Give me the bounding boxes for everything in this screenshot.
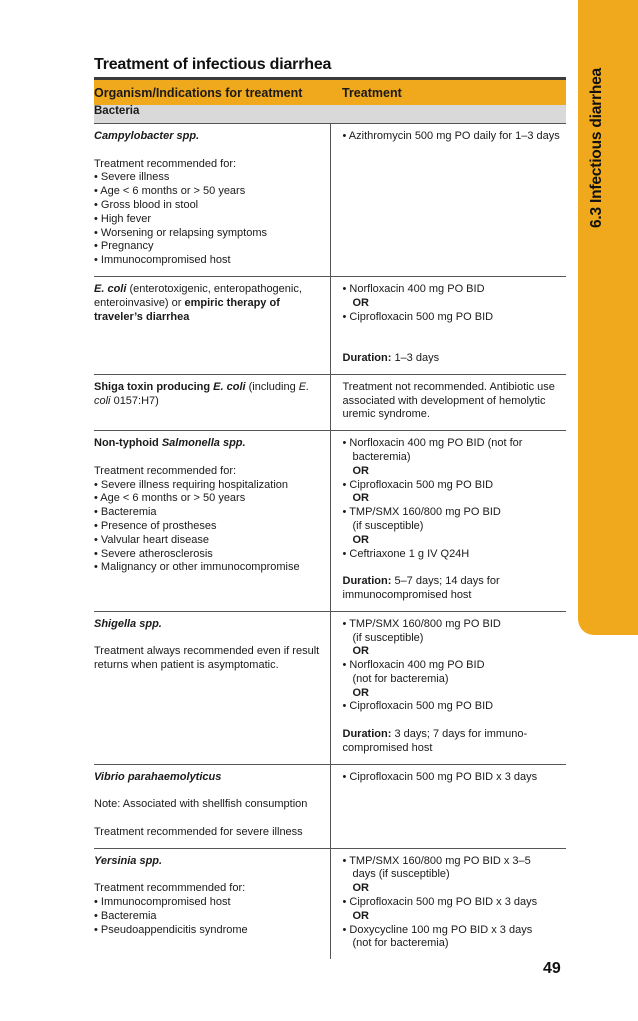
table-row <box>94 848 566 959</box>
page-title: Treatment of infectious diarrhea <box>94 56 332 73</box>
or-label: OR <box>352 882 369 895</box>
treatment-cell <box>330 374 566 430</box>
treatment-cell <box>330 124 566 277</box>
indication-intro: Treatment recommended for: <box>94 157 237 170</box>
duration-label: Duration: <box>342 728 392 741</box>
treatment-cell <box>330 848 566 959</box>
or-label: OR <box>352 909 369 922</box>
treatment-line: • Ciprofloxacin 500 mg PO BID x 3 days <box>342 896 538 909</box>
indication-item: • Severe atherosclerosis <box>94 547 213 560</box>
organism-name-italic: E. coli <box>213 380 246 393</box>
indication-item: • Immunocompromised host <box>94 896 231 909</box>
treatment-line: (not for bacteremia) <box>352 672 449 685</box>
indication-note: Treatment recommended for severe illness <box>94 825 303 838</box>
organism-desc: 0157:H7) <box>110 394 159 407</box>
organism-name: Yersinia spp. <box>94 854 163 867</box>
organism-desc: (including <box>245 380 299 393</box>
or-label: OR <box>352 533 369 546</box>
indication-item: • Pseudoappendicitis syndrome <box>94 923 248 936</box>
table-header <box>94 80 566 105</box>
treatment-line: (not for bacteremia) <box>352 937 449 950</box>
header-organism: Organism/Indications for treatment <box>94 80 330 105</box>
indication-item: • Malignancy or other immunocompromise <box>94 561 300 574</box>
section-row <box>94 105 566 124</box>
header-treatment: Treatment <box>330 80 566 105</box>
organism-cell <box>94 431 330 612</box>
treatment-line: • Ciprofloxacin 500 mg PO BID <box>342 478 494 491</box>
treatment-line: Treatment not recommended. Antibiotic use associated with development of hemolytic uremic syndrome. <box>342 380 555 421</box>
duration-label: Duration: <box>342 575 392 588</box>
indication-item: • Severe illness requiring hospitalization <box>94 478 289 491</box>
empiric-therapy: empiric therapy of traveler’s diarrhea <box>94 296 280 323</box>
indication-item: • Severe illness <box>94 171 170 184</box>
section-tab <box>578 0 638 635</box>
treatment-line: • TMP/SMX 160/800 mg PO BID <box>342 617 501 630</box>
indication-item: • Valvular heart disease <box>94 533 209 546</box>
treatment-line: • Azithromycin 500 mg PO daily for 1–3 days <box>342 130 560 142</box>
organism-cell <box>94 611 330 764</box>
section-bacteria: Bacteria <box>94 105 566 124</box>
duration-value: 3 days; 7 days for immuno-compromised host <box>342 728 528 754</box>
duration-value: 5–7 days; 14 days for immunocompromised host <box>342 575 500 601</box>
or-label: OR <box>352 492 369 505</box>
treatment-cell <box>330 764 566 848</box>
organism-cell <box>94 276 330 374</box>
treatment-line: • Ciprofloxacin 500 mg PO BID <box>342 310 494 323</box>
or-label: OR <box>352 464 369 477</box>
treatment-cell <box>330 611 566 764</box>
indication-item: • Bacteremia <box>94 506 157 519</box>
table-row <box>94 611 566 764</box>
organism-desc-italic: E. coli <box>94 380 310 407</box>
organism-name: Non-typhoid <box>94 437 162 450</box>
indication-item: • Presence of prostheses <box>94 519 217 532</box>
table-row <box>94 374 566 430</box>
organism-cell <box>94 764 330 848</box>
treatment-line: • Ciprofloxacin 500 mg PO BID <box>342 700 494 713</box>
organism-name-italic: Salmonella spp. <box>161 437 246 450</box>
organism-cell <box>94 374 330 430</box>
treatment-line: • Doxycycline 100 mg PO BID x 3 days <box>342 923 533 936</box>
organism-name: Shigella spp. <box>94 617 162 630</box>
organism-desc: (enterotoxigenic, enteropathogenic, enteroinvasive) or <box>94 282 302 309</box>
indication-item: • Age < 6 months or > 50 years <box>94 185 246 198</box>
indication-item: • Age < 6 months or > 50 years <box>94 492 246 505</box>
indication-item: • Immunocompromised host <box>94 254 231 267</box>
indication-desc: Treatment always recommended even if result returns when patient is asymptomatic. <box>94 645 320 672</box>
organism-cell <box>94 124 330 277</box>
treatment-line: • Ciprofloxacin 500 mg PO BID x 3 days <box>342 770 538 783</box>
indication-item: • High fever <box>94 212 152 225</box>
table-row <box>94 276 566 374</box>
indication-intro: Treatment recommmended for: <box>94 882 246 895</box>
organism-name: E. coli <box>94 282 127 295</box>
treatment-line: days (if susceptible) <box>352 868 450 881</box>
organism-name: Shiga toxin producing <box>94 380 214 393</box>
organism-name: Vibrio parahaemolyticus <box>94 770 222 783</box>
duration-value: 1–3 days <box>391 351 440 364</box>
treatment-line: bacteremia) <box>352 450 411 463</box>
indication-item: • Bacteremia <box>94 909 157 922</box>
or-label: OR <box>352 686 369 699</box>
treatment-line: • Norfloxacin 400 mg PO BID <box>342 659 485 672</box>
table-row <box>94 431 566 612</box>
or-label: OR <box>352 645 369 658</box>
organism-name: Campylobacter spp. <box>94 130 200 142</box>
or-label: OR <box>352 296 369 309</box>
treatment-line: • Norfloxacin 400 mg PO BID <box>342 282 485 295</box>
treatment-cell <box>330 431 566 612</box>
indication-note: Note: Associated with shellfish consumption <box>94 798 308 811</box>
indication-item: • Worsening or relapsing symptoms <box>94 226 267 239</box>
page-number: 49 <box>543 960 561 977</box>
treatment-cell <box>330 276 566 374</box>
indication-item: • Gross blood in stool <box>94 198 199 211</box>
treatment-line: (if susceptible) <box>352 519 424 532</box>
organism-cell <box>94 848 330 959</box>
treatment-line: (if susceptible) <box>352 631 424 644</box>
indication-intro: Treatment recommended for: <box>94 464 237 477</box>
table-row <box>94 124 566 277</box>
table-row <box>94 764 566 848</box>
indication-item: • Pregnancy <box>94 240 154 253</box>
section-tab-label: 6.3 Infectious diarrhea <box>588 68 605 228</box>
treatment-line: • Norfloxacin 400 mg PO BID (not for <box>342 437 523 450</box>
treatment-line: • TMP/SMX 160/800 mg PO BID <box>342 506 501 519</box>
treatment-line: • TMP/SMX 160/800 mg PO BID x 3–5 <box>342 854 531 867</box>
duration-label: Duration: <box>342 351 392 364</box>
treatment-line: • Ceftriaxone 1 g IV Q24H <box>342 547 470 560</box>
treatment-table <box>94 80 566 959</box>
